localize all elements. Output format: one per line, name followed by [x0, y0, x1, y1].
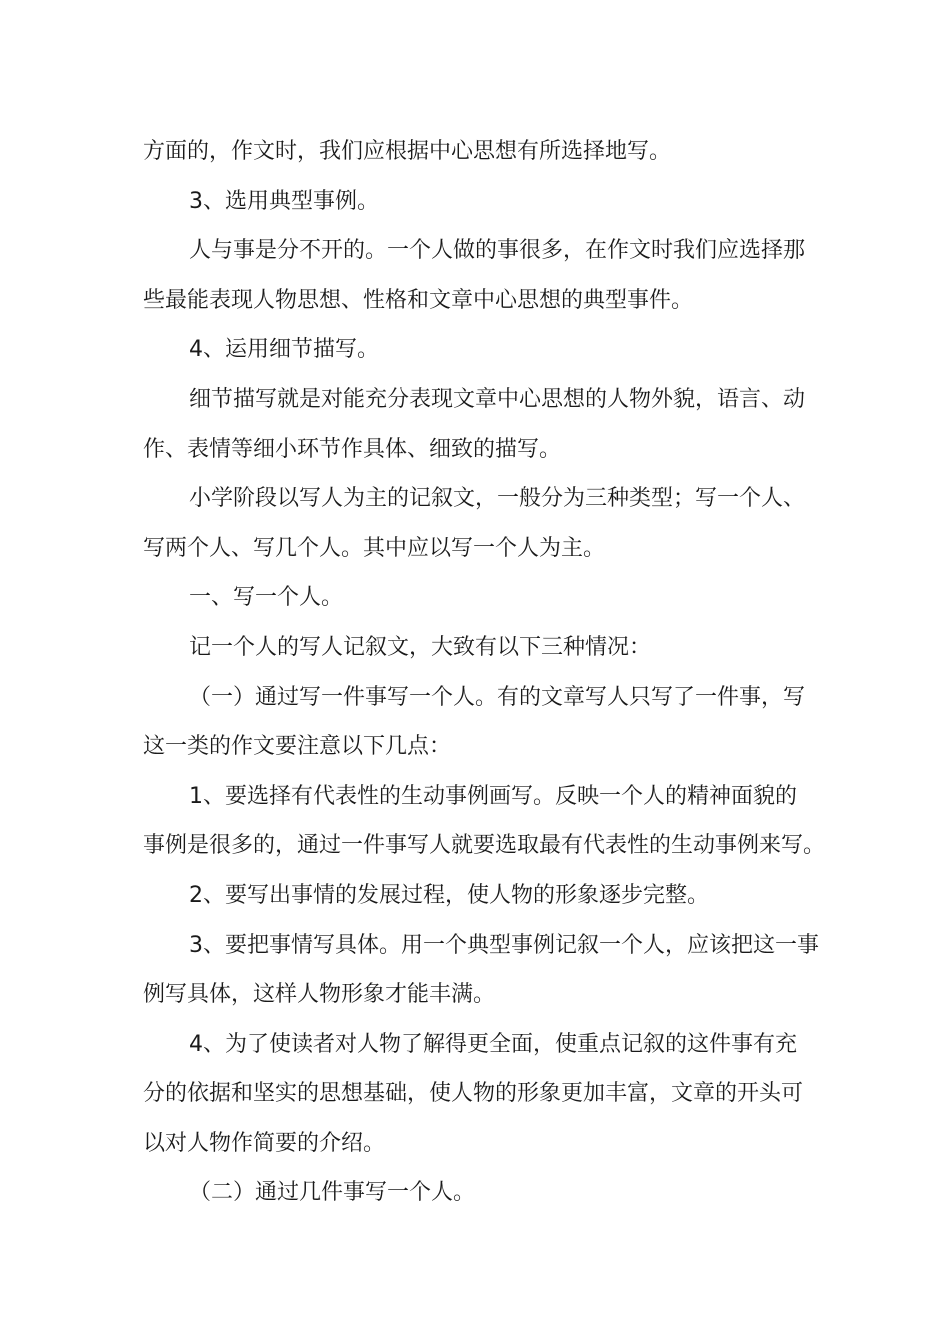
text-line: 1、要选择有代表性的生动事例画写。反映一个人的精神面貌的 [189, 783, 797, 809]
text-line: 方面的，作文时，我们应根据中心思想有所选择地写。 [143, 139, 672, 164]
text-line: 记一个人的写人记叙文，大致有以下三种情况： [189, 634, 652, 660]
text-line: 3、要把事情写具体。用一个典型事例记叙一个人，应该把这一事 [189, 932, 819, 958]
text-line: 这一类的作文要注意以下几点： [143, 734, 452, 760]
text-line: 事例是很多的，通过一件事写人就要选取最有代表性的生动事例来写。 [143, 833, 826, 859]
text-line: 写两个人、写几个人。其中应以写一个人为主。 [143, 535, 606, 561]
text-line: 作、表情等细小环节作具体、细致的描写。 [143, 436, 562, 462]
text-line: 人与事是分不开的。一个人做的事很多，在作文时我们应选择那 [189, 238, 806, 264]
text-line: 4、运用细节描写。 [189, 337, 379, 363]
body-text [143, 127, 826, 1218]
text-line: （一）通过写一件事写一个人。有的文章写人只写了一件事，写 [189, 684, 806, 710]
text-line: 些最能表现人物思想、性格和文章中心思想的典型事件。 [143, 287, 694, 313]
text-line: 小学阶段以写人为主的记叙文，一般分为三种类型；写一个人、 [189, 486, 806, 512]
text-line: 3、选用典型事例。 [189, 188, 379, 214]
text-line: 4、为了使读者对人物了解得更全面，使重点记叙的这件事有充 [189, 1031, 797, 1057]
text-line: 例写具体，这样人物形象才能丰满。 [143, 982, 496, 1008]
text-line: 一、写一个人。 [189, 585, 344, 611]
text-line: 细节描写就是对能充分表现文章中心思想的人物外貌，语言、动 [189, 386, 806, 412]
text-line: 以对人物作简要的介绍。 [143, 1130, 386, 1156]
text-line: （二）通过几件事写一个人。 [189, 1180, 476, 1206]
text-line: 2、要写出事情的发展过程，使人物的形象逐步完整。 [189, 882, 709, 908]
text-line: 分的依据和坚实的思想基础，使人物的形象更加丰富，文章的开头可 [143, 1081, 804, 1107]
